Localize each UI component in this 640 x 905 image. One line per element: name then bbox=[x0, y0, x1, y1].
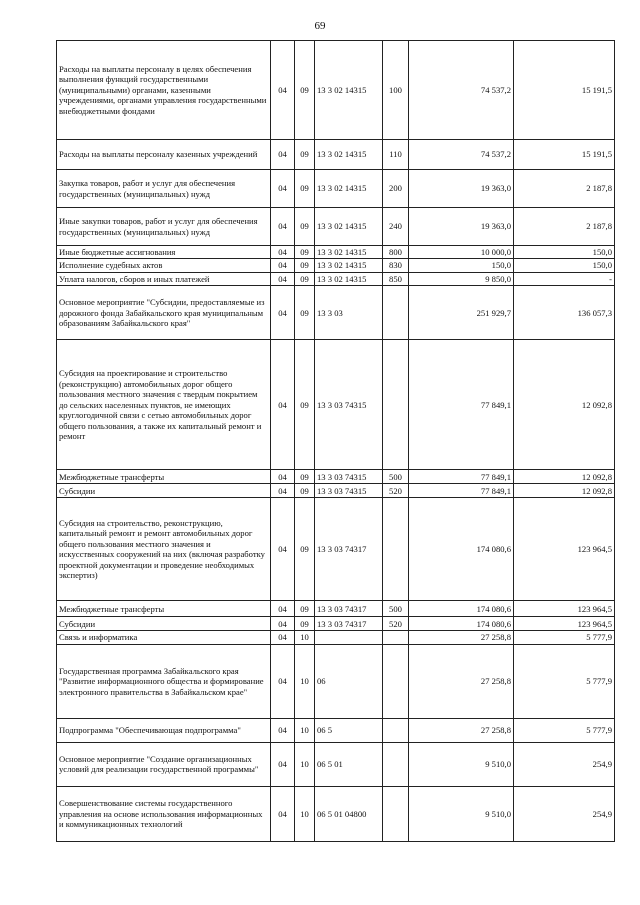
subsection-code: 09 bbox=[295, 470, 315, 484]
amount-planned: 74 537,2 bbox=[409, 140, 514, 170]
expense-type-code: 110 bbox=[383, 140, 409, 170]
table-row bbox=[57, 140, 615, 170]
amount-planned: 251 929,7 bbox=[409, 286, 514, 340]
amount-executed: 254,9 bbox=[514, 786, 615, 841]
amount-planned: 174 080,6 bbox=[409, 498, 514, 601]
amount-executed: 15 191,5 bbox=[514, 41, 615, 140]
item-name: Субсидия на строительство, реконструкцию, капитальный ремонт и ремонт автомобильных дорог общего пользования местного значения и искусственных сооружений на них (включая разработку проектной документации и проведение необходимых экспертиз) bbox=[57, 498, 271, 601]
item-name: Уплата налогов, сборов и иных платежей bbox=[57, 272, 271, 285]
item-name: Иные закупки товаров, работ и услуг для обеспечения государственных (муниципальных) нужд bbox=[57, 208, 271, 246]
target-article-code: 06 5 bbox=[315, 718, 383, 742]
expense-type-code: 200 bbox=[383, 170, 409, 208]
table-row bbox=[57, 208, 615, 246]
expense-type-code bbox=[383, 786, 409, 841]
amount-planned: 27 258,8 bbox=[409, 631, 514, 644]
item-name: Субсидия на проектирование и строительство (реконструкцию) автомобильных дорог общего пользования местного значения с твердым покрытием до сельских населенных пунктов, не имеющих круглогодичной связи с сетью автомобильных дорог общего пользования, а также их капитальный ремонт и ремонт bbox=[57, 340, 271, 470]
item-name: Субсидии bbox=[57, 617, 271, 631]
expense-type-code bbox=[383, 742, 409, 786]
section-code: 04 bbox=[271, 170, 295, 208]
table-row bbox=[57, 246, 615, 259]
amount-planned: 74 537,2 bbox=[409, 41, 514, 140]
item-name: Межбюджетные трансферты bbox=[57, 470, 271, 484]
section-code: 04 bbox=[271, 286, 295, 340]
amount-executed: 2 187,8 bbox=[514, 170, 615, 208]
amount-executed: 12 092,8 bbox=[514, 484, 615, 498]
amount-executed: 15 191,5 bbox=[514, 140, 615, 170]
section-code: 04 bbox=[271, 259, 295, 272]
item-name: Исполнение судебных актов bbox=[57, 259, 271, 272]
target-article-code: 13 3 02 14315 bbox=[315, 246, 383, 259]
amount-executed: 123 964,5 bbox=[514, 617, 615, 631]
expense-type-code bbox=[383, 340, 409, 470]
expense-type-code bbox=[383, 631, 409, 644]
amount-executed: 136 057,3 bbox=[514, 286, 615, 340]
budget-table bbox=[56, 40, 615, 842]
table-row bbox=[57, 498, 615, 601]
amount-planned: 174 080,6 bbox=[409, 617, 514, 631]
expense-type-code: 520 bbox=[383, 617, 409, 631]
amount-planned: 9 850,0 bbox=[409, 272, 514, 285]
amount-planned: 10 000,0 bbox=[409, 246, 514, 259]
item-name: Связь и информатика bbox=[57, 631, 271, 644]
expense-type-code: 800 bbox=[383, 246, 409, 259]
subsection-code: 10 bbox=[295, 631, 315, 644]
expense-type-code bbox=[383, 718, 409, 742]
subsection-code: 09 bbox=[295, 498, 315, 601]
amount-planned: 150,0 bbox=[409, 259, 514, 272]
subsection-code: 10 bbox=[295, 718, 315, 742]
section-code: 04 bbox=[271, 41, 295, 140]
target-article-code: 13 3 02 14315 bbox=[315, 170, 383, 208]
section-code: 04 bbox=[271, 340, 295, 470]
table-row bbox=[57, 470, 615, 484]
table-row bbox=[57, 286, 615, 340]
target-article-code: 13 3 02 14315 bbox=[315, 140, 383, 170]
subsection-code: 09 bbox=[295, 484, 315, 498]
subsection-code: 09 bbox=[295, 340, 315, 470]
table-row bbox=[57, 272, 615, 285]
target-article-code bbox=[315, 631, 383, 644]
target-article-code: 13 3 03 74317 bbox=[315, 498, 383, 601]
target-article-code: 13 3 03 bbox=[315, 286, 383, 340]
expense-type-code: 520 bbox=[383, 484, 409, 498]
page-number: 69 bbox=[314, 20, 326, 32]
expense-type-code: 500 bbox=[383, 601, 409, 617]
target-article-code: 06 5 01 04800 bbox=[315, 786, 383, 841]
amount-executed: 5 777,9 bbox=[514, 644, 615, 718]
target-article-code: 13 3 03 74315 bbox=[315, 470, 383, 484]
target-article-code: 13 3 02 14315 bbox=[315, 272, 383, 285]
item-name: Основное мероприятие "Создание организационных условий для реализации государственной программы" bbox=[57, 742, 271, 786]
table-row bbox=[57, 340, 615, 470]
section-code: 04 bbox=[271, 484, 295, 498]
section-code: 04 bbox=[271, 644, 295, 718]
subsection-code: 09 bbox=[295, 140, 315, 170]
amount-executed: 2 187,8 bbox=[514, 208, 615, 246]
table-row bbox=[57, 484, 615, 498]
subsection-code: 09 bbox=[295, 286, 315, 340]
amount-executed: 150,0 bbox=[514, 246, 615, 259]
target-article-code: 13 3 03 74315 bbox=[315, 340, 383, 470]
table-row bbox=[57, 644, 615, 718]
section-code: 04 bbox=[271, 246, 295, 259]
amount-executed: 254,9 bbox=[514, 742, 615, 786]
section-code: 04 bbox=[271, 617, 295, 631]
target-article-code: 13 3 02 14315 bbox=[315, 208, 383, 246]
amount-planned: 9 510,0 bbox=[409, 786, 514, 841]
table-row bbox=[57, 41, 615, 140]
subsection-code: 09 bbox=[295, 617, 315, 631]
amount-executed: 123 964,5 bbox=[514, 498, 615, 601]
amount-planned: 27 258,8 bbox=[409, 718, 514, 742]
section-code: 04 bbox=[271, 718, 295, 742]
target-article-code: 06 5 01 bbox=[315, 742, 383, 786]
section-code: 04 bbox=[271, 272, 295, 285]
item-name: Основное мероприятие "Субсидии, предоставляемые из дорожного фонда Забайкальского края муниципальным образованиям Забайкальского края" bbox=[57, 286, 271, 340]
subsection-code: 09 bbox=[295, 601, 315, 617]
item-name: Совершенствование системы государственного управления на основе использования информационных и коммуникационных технологий bbox=[57, 786, 271, 841]
target-article-code: 13 3 03 74317 bbox=[315, 601, 383, 617]
amount-planned: 77 849,1 bbox=[409, 484, 514, 498]
expense-type-code bbox=[383, 286, 409, 340]
item-name: Подпрограмма "Обеспечивающая подпрограмма" bbox=[57, 718, 271, 742]
target-article-code: 13 3 03 74315 bbox=[315, 484, 383, 498]
item-name: Расходы на выплаты персоналу в целях обеспечения выполнения функций государственными (муниципальными) органами, казенными учреждениями, органами управления государственными внебюджетными фондами bbox=[57, 41, 271, 140]
item-name: Расходы на выплаты персоналу казенных учреждений bbox=[57, 140, 271, 170]
item-name: Закупка товаров, работ и услуг для обеспечения государственных (муниципальных) нужд bbox=[57, 170, 271, 208]
amount-executed: 123 964,5 bbox=[514, 601, 615, 617]
amount-executed: - bbox=[514, 272, 615, 285]
expense-type-code: 830 bbox=[383, 259, 409, 272]
table-row bbox=[57, 742, 615, 786]
amount-executed: 5 777,9 bbox=[514, 718, 615, 742]
expense-type-code: 240 bbox=[383, 208, 409, 246]
table-row bbox=[57, 601, 615, 617]
amount-executed: 150,0 bbox=[514, 259, 615, 272]
item-name: Государственная программа Забайкальского края "Развитие информационного общества и формирование электронного правительства в Забайкальском крае" bbox=[57, 644, 271, 718]
subsection-code: 10 bbox=[295, 742, 315, 786]
table-row bbox=[57, 631, 615, 644]
amount-planned: 19 363,0 bbox=[409, 208, 514, 246]
subsection-code: 10 bbox=[295, 644, 315, 718]
table-row bbox=[57, 259, 615, 272]
target-article-code: 13 3 02 14315 bbox=[315, 259, 383, 272]
subsection-code: 09 bbox=[295, 272, 315, 285]
item-name: Субсидии bbox=[57, 484, 271, 498]
target-article-code: 13 3 03 74317 bbox=[315, 617, 383, 631]
expense-type-code: 500 bbox=[383, 470, 409, 484]
expense-type-code bbox=[383, 644, 409, 718]
table-row bbox=[57, 718, 615, 742]
amount-executed: 12 092,8 bbox=[514, 470, 615, 484]
section-code: 04 bbox=[271, 140, 295, 170]
amount-planned: 174 080,6 bbox=[409, 601, 514, 617]
amount-planned: 77 849,1 bbox=[409, 340, 514, 470]
section-code: 04 bbox=[271, 601, 295, 617]
expense-type-code: 850 bbox=[383, 272, 409, 285]
item-name: Иные бюджетные ассигнования bbox=[57, 246, 271, 259]
section-code: 04 bbox=[271, 208, 295, 246]
expense-type-code bbox=[383, 498, 409, 601]
target-article-code: 06 bbox=[315, 644, 383, 718]
table-row bbox=[57, 170, 615, 208]
subsection-code: 09 bbox=[295, 246, 315, 259]
amount-planned: 27 258,8 bbox=[409, 644, 514, 718]
amount-executed: 12 092,8 bbox=[514, 340, 615, 470]
item-name: Межбюджетные трансферты bbox=[57, 601, 271, 617]
subsection-code: 09 bbox=[295, 170, 315, 208]
subsection-code: 10 bbox=[295, 786, 315, 841]
section-code: 04 bbox=[271, 742, 295, 786]
section-code: 04 bbox=[271, 631, 295, 644]
target-article-code: 13 3 02 14315 bbox=[315, 41, 383, 140]
amount-planned: 19 363,0 bbox=[409, 170, 514, 208]
section-code: 04 bbox=[271, 786, 295, 841]
table-row bbox=[57, 786, 615, 841]
expense-type-code: 100 bbox=[383, 41, 409, 140]
subsection-code: 09 bbox=[295, 208, 315, 246]
section-code: 04 bbox=[271, 470, 295, 484]
subsection-code: 09 bbox=[295, 259, 315, 272]
amount-executed: 5 777,9 bbox=[514, 631, 615, 644]
amount-planned: 77 849,1 bbox=[409, 470, 514, 484]
section-code: 04 bbox=[271, 498, 295, 601]
amount-planned: 9 510,0 bbox=[409, 742, 514, 786]
table-row bbox=[57, 617, 615, 631]
subsection-code: 09 bbox=[295, 41, 315, 140]
